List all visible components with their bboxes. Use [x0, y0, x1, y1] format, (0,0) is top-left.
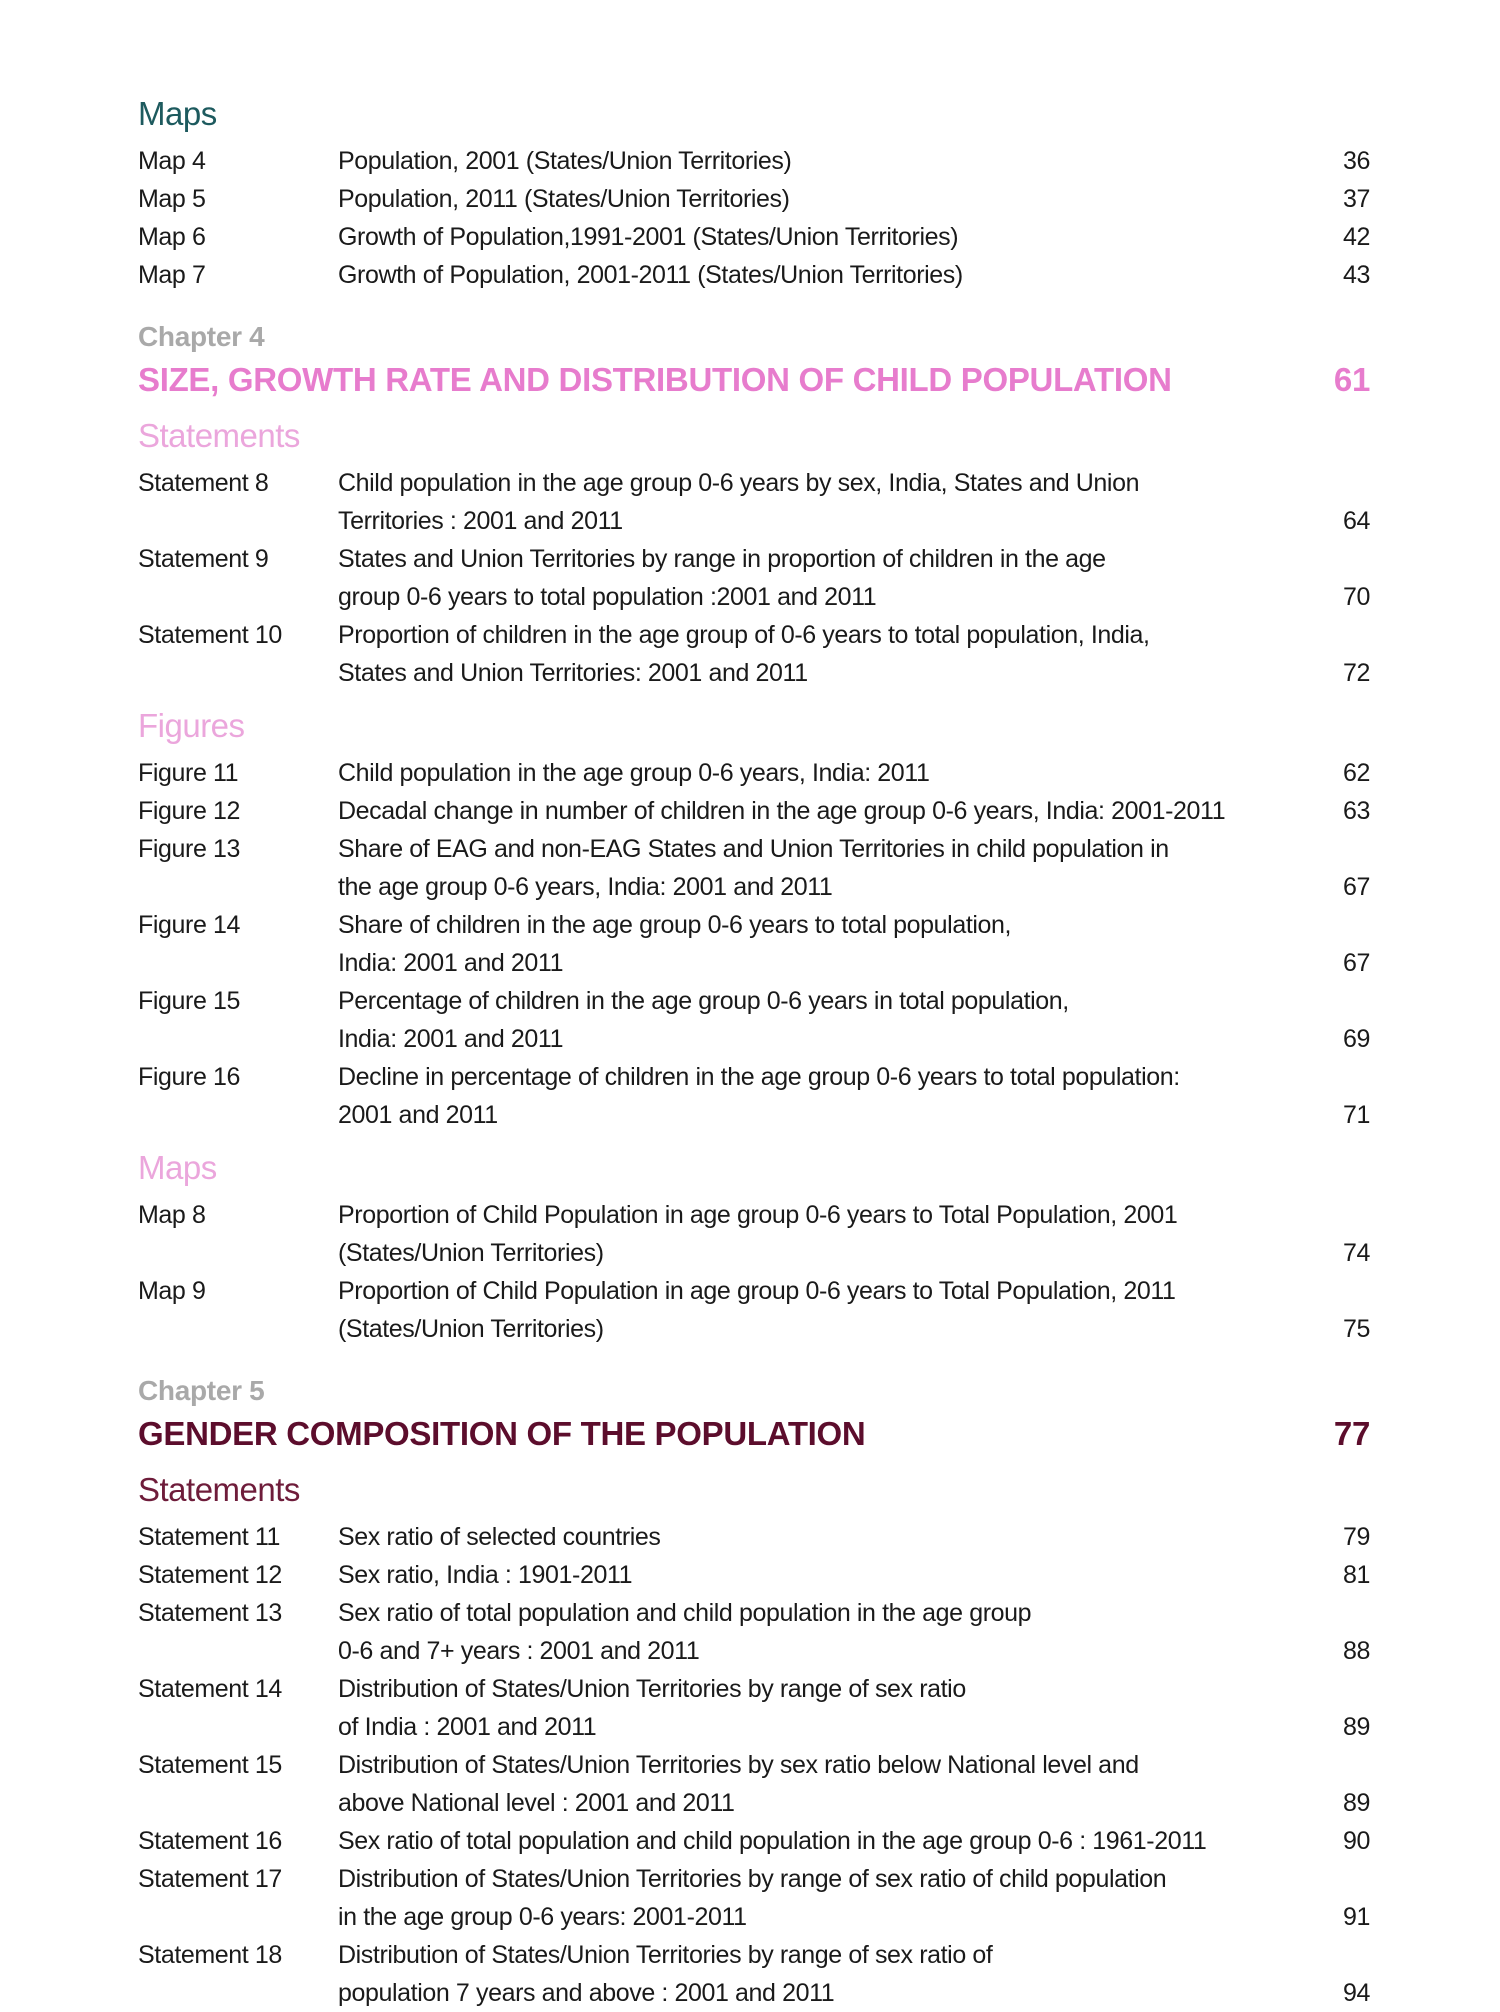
entry-label: Statement 16	[138, 1827, 282, 1855]
entry-description-line: Territories : 2001 and 2011	[338, 507, 623, 535]
entry-description-line: Distribution of States/Union Territories by range of sex ratio of child population	[338, 1865, 1167, 1893]
entry-page-number: 89	[1342, 1789, 1370, 1817]
table-of-contents	[138, 89, 1370, 2012]
entry-page-number: 89	[1342, 1713, 1370, 1741]
toc-entry[interactable]	[138, 1936, 1370, 2012]
toc-entry[interactable]	[138, 1556, 1370, 1594]
toc-entry[interactable]	[138, 1822, 1370, 1860]
chapter-label: Chapter 4	[138, 321, 265, 352]
entry-page-number: 74	[1342, 1239, 1370, 1267]
entry-description	[338, 180, 1310, 218]
toc-entry[interactable]	[138, 792, 1370, 830]
toc-entry[interactable]	[138, 830, 1370, 906]
entry-page-number: 79	[1342, 1523, 1370, 1551]
entry-description	[338, 1670, 1310, 1746]
entry-description-line: Proportion of Child Population in age group 0-6 years to Total Population, 2011	[338, 1277, 1176, 1305]
chapter-title-text: GENDER COMPOSITION OF THE POPULATION	[138, 1415, 866, 1452]
entry-page-number: 94	[1342, 1979, 1370, 2007]
entry-description	[338, 218, 1310, 256]
entry-description-line: Distribution of States/Union Territories by range of sex ratio	[338, 1675, 966, 1703]
toc-entry[interactable]	[138, 754, 1370, 792]
entry-label: Statement 18	[138, 1941, 282, 1969]
entry-description	[338, 754, 1310, 792]
entry-description	[338, 1746, 1310, 1822]
section-subheading: Figures	[138, 707, 245, 744]
entry-description-line: India: 2001 and 2011	[338, 949, 564, 977]
entry-label: Statement 11	[138, 1523, 281, 1551]
entry-page-number: 90	[1342, 1827, 1370, 1855]
entry-description-line: States and Union Territories: 2001 and 2011	[338, 659, 808, 687]
entry-description-line: Percentage of children in the age group 0-6 years in total population,	[338, 987, 1069, 1015]
toc-entry[interactable]	[138, 1860, 1370, 1936]
entry-label: Figure 12	[138, 797, 241, 825]
entry-description-line: Proportion of children in the age group of 0-6 years to total population, India,	[338, 621, 1150, 649]
entry-label: Figure 11	[138, 759, 239, 787]
entry-description	[338, 906, 1310, 982]
entry-description-line: Sex ratio of selected countries	[338, 1523, 661, 1551]
entry-description-line: Population, 2001 (States/Union Territories)	[338, 147, 792, 175]
entry-description	[338, 616, 1310, 692]
entry-description	[338, 1272, 1310, 1348]
section-subheading: Statements	[138, 417, 300, 454]
entry-label: Statement 10	[138, 621, 282, 649]
entry-description-line: Decline in percentage of children in the age group 0-6 years to total population:	[338, 1063, 1180, 1091]
entry-description-line: (States/Union Territories)	[338, 1315, 604, 1343]
entry-description-line: of India : 2001 and 2011	[338, 1713, 597, 1741]
entry-description	[338, 792, 1310, 830]
entry-description-line: Sex ratio of total population and child population in the age group 0-6 : 1961-2011	[338, 1827, 1207, 1855]
entry-page-number: 42	[1342, 223, 1370, 251]
toc-entry[interactable]	[138, 1746, 1370, 1822]
toc-entry[interactable]	[138, 218, 1370, 256]
entry-page-number: 70	[1342, 583, 1370, 611]
entry-page-number: 67	[1342, 873, 1370, 901]
entry-label: Statement 8	[138, 469, 269, 497]
entry-page-number: 63	[1342, 797, 1370, 825]
entry-description	[338, 540, 1310, 616]
entry-description-line: above National level : 2001 and 2011	[338, 1789, 735, 1817]
toc-entry[interactable]	[138, 1196, 1370, 1272]
entry-description	[338, 1518, 1310, 1556]
chapter-label: Chapter 5	[138, 1375, 265, 1406]
entry-description-line: Sex ratio, India : 1901-2011	[338, 1561, 633, 1589]
entry-description-line: Distribution of States/Union Territories by range of sex ratio of	[338, 1941, 993, 1969]
entry-page-number: 37	[1342, 185, 1370, 213]
entry-description	[338, 464, 1310, 540]
entry-label: Figure 16	[138, 1063, 241, 1091]
entry-label: Map 6	[138, 223, 206, 251]
entry-description	[338, 142, 1310, 180]
entry-page-number: 72	[1342, 659, 1370, 687]
entry-description-line: Growth of Population, 2001-2011 (States/Union Territories)	[338, 261, 963, 289]
entry-page-number: 88	[1342, 1637, 1370, 1665]
entry-description-line: Sex ratio of total population and child population in the age group	[338, 1599, 1032, 1627]
entry-description-line: Child population in the age group 0-6 years, India: 2011	[338, 759, 930, 787]
entry-label: Figure 15	[138, 987, 241, 1015]
entry-description	[338, 256, 1310, 294]
entry-page-number: 67	[1342, 949, 1370, 977]
toc-entry[interactable]	[138, 906, 1370, 982]
entry-page-number: 81	[1342, 1561, 1370, 1589]
toc-entry[interactable]	[138, 1670, 1370, 1746]
entry-description-line: Growth of Population,1991-2001 (States/Union Territories)	[338, 223, 959, 251]
entry-label: Map 8	[138, 1201, 206, 1229]
entry-description-line: group 0-6 years to total population :2001 and 2011	[338, 583, 877, 611]
entry-label: Statement 14	[138, 1675, 282, 1703]
entry-description-line: 2001 and 2011	[338, 1101, 498, 1129]
entry-label: Map 9	[138, 1277, 206, 1305]
toc-entry[interactable]	[138, 256, 1370, 294]
entry-label: Statement 13	[138, 1599, 282, 1627]
entry-description	[338, 1860, 1310, 1936]
entry-description	[338, 1058, 1310, 1134]
entry-description	[338, 1196, 1310, 1272]
toc-entry[interactable]	[138, 540, 1370, 616]
entry-label: Map 7	[138, 261, 206, 289]
entry-description	[338, 1936, 1310, 2012]
toc-entry[interactable]	[138, 982, 1370, 1058]
entry-label: Statement 12	[138, 1561, 282, 1589]
toc-entry[interactable]	[138, 1518, 1370, 1556]
chapter-page-number: 61	[1333, 361, 1370, 398]
entry-description-line: 0-6 and 7+ years : 2001 and 2011	[338, 1637, 700, 1665]
entry-description-line: Share of EAG and non-EAG States and Union Territories in child population in	[338, 835, 1169, 863]
entry-description-line: in the age group 0-6 years: 2001-2011	[338, 1903, 747, 1931]
entry-description-line: Population, 2011 (States/Union Territories)	[338, 185, 790, 213]
section-subheading: Statements	[138, 1471, 300, 1508]
entry-description-line: Distribution of States/Union Territories by sex ratio below National level and	[338, 1751, 1139, 1779]
toc-entry[interactable]	[138, 616, 1370, 692]
entry-description	[338, 1556, 1310, 1594]
entry-description-line: the age group 0-6 years, India: 2001 and 2011	[338, 873, 833, 901]
entry-label: Figure 13	[138, 835, 241, 863]
entry-description	[338, 830, 1310, 906]
chapter-page-number: 77	[1333, 1415, 1370, 1452]
chapter-title[interactable]	[138, 1412, 1370, 1456]
entry-page-number: 36	[1342, 147, 1370, 175]
entry-description-line: India: 2001 and 2011	[338, 1025, 564, 1053]
section-subheading: Maps	[138, 95, 217, 132]
toc-entry[interactable]	[138, 1058, 1370, 1134]
entry-label: Figure 14	[138, 911, 241, 939]
entry-page-number: 91	[1342, 1903, 1370, 1931]
entry-page-number: 69	[1342, 1025, 1370, 1053]
toc-entry[interactable]	[138, 1272, 1370, 1348]
entry-page-number: 75	[1342, 1315, 1370, 1343]
entry-description-line: Child population in the age group 0-6 years by sex, India, States and Union	[338, 469, 1140, 497]
chapter-title[interactable]	[138, 358, 1370, 402]
entry-label: Map 5	[138, 185, 206, 213]
entry-description	[338, 982, 1310, 1058]
entry-description-line: Decadal change in number of children in the age group 0-6 years, India: 2001-2011	[338, 797, 1226, 825]
toc-entry[interactable]	[138, 142, 1370, 180]
entry-description	[338, 1594, 1310, 1670]
entry-label: Statement 9	[138, 545, 269, 573]
toc-entry[interactable]	[138, 464, 1370, 540]
entry-label: Map 4	[138, 147, 206, 175]
toc-entry[interactable]	[138, 1594, 1370, 1670]
entry-page-number: 43	[1342, 261, 1370, 289]
entry-page-number: 64	[1342, 507, 1370, 535]
entry-description-line: Proportion of Child Population in age group 0-6 years to Total Population, 2001	[338, 1201, 1178, 1229]
entry-description-line: (States/Union Territories)	[338, 1239, 604, 1267]
section-subheading: Maps	[138, 1149, 217, 1186]
entry-label: Statement 17	[138, 1865, 282, 1893]
entry-description-line: Share of children in the age group 0-6 years to total population,	[338, 911, 1012, 939]
entry-label: Statement 15	[138, 1751, 282, 1779]
entry-description-line: States and Union Territories by range in proportion of children in the age	[338, 545, 1106, 573]
entry-page-number: 62	[1342, 759, 1370, 787]
chapter-title-text: SIZE, GROWTH RATE AND DISTRIBUTION OF CHILD POPULATION	[138, 361, 1172, 398]
entry-description-line: population 7 years and above : 2001 and 2011	[338, 1979, 835, 2007]
entry-page-number: 71	[1342, 1101, 1370, 1129]
entry-description	[338, 1822, 1310, 1860]
toc-entry[interactable]	[138, 180, 1370, 218]
